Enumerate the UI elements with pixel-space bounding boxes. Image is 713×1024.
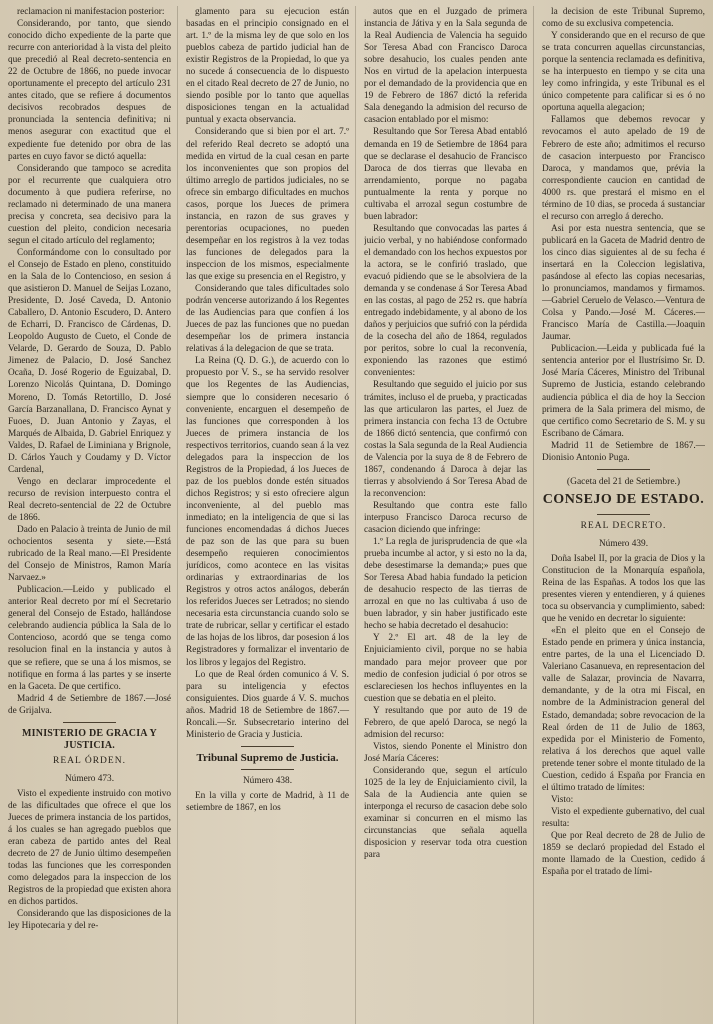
divider	[597, 514, 650, 515]
column-1-text	[8, 6, 171, 717]
paragraph: Madrid 11 de Setiembre de 1867.—Dionisio Antonio Puga.	[542, 440, 705, 463]
paragraph: Considerando que las disposiciones de la ley Hipotecaria y del re-	[8, 909, 171, 932]
divider	[63, 722, 116, 723]
real-decreto-heading: REAL DECRETO.	[580, 520, 667, 531]
paragraph: Y 2.º El art. 48 de la ley de Enjuiciamiento civil, porque no se habia mandado para mejor proveer que por medio de confesion judicial ó por otros se esclareciesen los hechos influyentes en la cuestion que se debatia en el pleito.	[364, 633, 527, 704]
column-4-text-2	[542, 553, 705, 878]
paragraph: Asi por esta nuestra sentencia, que se publicará en la Gaceta de Madrid dentro de los cinco dias siguientes al de su fecha é insertará en la Coleccion legislativa, pasándose al efecto las copias necesarias, lo pronunciamos, mandamos y firmamos.—Gabriel Ceruelo de Velasco.—Ventura de Colsa y Pando.—José M. Cáceres.—Francisco María de Castilla.—Joaquin Jaumar.	[542, 223, 705, 343]
paragraph: Visto el expediente instruido con motivo de las dificultades que ofrece el que los Jueces de primera instancia de los partidos, á los cuales se han agregado pueblos que eran cabeza de partido antes del Real decreto de 27 de Junio último desempeñen todas las funciones que les corresponden como delegados para la inspeccion de los Registros de la propiedad que existen ahora en dichos partidos.	[8, 788, 171, 908]
paragraph: Dado en Palacio à treinta de Junio de mil ochocientos sesenta y siete.—Está rubricado de la Real mano.—El Presidente del Consejo de Ministros, Ramon María Narvaez.»	[8, 525, 171, 584]
paragraph: Doña Isabel II, por la gracia de Dios y la Constitucion de la Monarquía española, Reina de las Españas. A todos los que las presentes vieren y entendieren, y á quienes toca su observancia y cumplimiento, sabed: que he venido en decretar lo siguiente:	[542, 553, 705, 625]
paragraph: Publicacion.—Leido y publicado el anterior Real decreto por mí el Secretario general del Consejo de Estado, hallándose celebrando audiencia pública la Sala de lo Contencioso, acordó que se tenga como resolucion final en la instancia y autos à que se refiere, que se una á los mismos, se notifique en forma á las partes y se inserte en la Gaceta. De que certifico.	[8, 585, 171, 692]
paragraph: Madrid 4 de Setiembre de 1867.—José de Grijalva.	[8, 693, 171, 716]
paragraph: Considerando que tales dificultades solo podrán vencerse autorizando á los Regentes de las Audiencias para que confíen á los Jueces de paz las funciones que no puedan desempeñar los de primera instancia relativas á la delegacion de que se trata.	[186, 284, 349, 355]
paragraph: Vistos, siendo Ponente el Ministro don José María Cáceres:	[364, 741, 527, 764]
column-3-text	[364, 6, 527, 861]
column-4-text	[542, 6, 705, 464]
paragraph: Vengo en declarar improcedente el recurso de revision interpuesto contra el Real decreto-sentencial de 22 de Octubre de 1866.	[8, 476, 171, 523]
ministerio-heading: MINISTERIO DE GRACIA Y JUSTICIA.	[22, 727, 157, 751]
paragraph: «En el pleito que en el Consejo de Estado pende en primera y única instancia, entre partes, de la una el Licenciado D. Valeriano Casanueva, en representacion del valle de Salazar, provincia de Navarra, demandante, y de la otra mi Fiscal, en nombre de la Administracion general del Estado, demandada; sobre revocacion de la Real órden de 11 de Julio de 1863, expedida por el Ministerio de Fomento, relativa á los derechos que aquel valle pretende tener sobre el monte titulado de la Cuestion, cedido á España por Francia en el último tratado de límites:	[542, 626, 705, 793]
paragraph: Considerando que si bien por el art. 7.º del referido Real decreto se adoptó una medida en virtud de la cual cesan en parte los inconvenientes que son propios del último arreglo de partidos judiciales, no se ofrece sin embargo dificultades en muchos casos, porque los Jueces de primera instancia, en razon de sus graves y perentorias ocupaciones, no pueden desempeñar en los registros à la vez todas las funciones de delegados para la inspeccion de los mismos, especialmente las que exige su presencia en el Registro, y	[186, 127, 349, 283]
paragraph: la decision de este Tribunal Supremo, como de su exclusiva competencia.	[542, 7, 705, 30]
column-4	[542, 6, 705, 1024]
paragraph: Considerando que, segun el artículo 1025 de la ley de Enjuiciamiento civil, la Sala de la Audiencia ante quien se interponga el recurso de casacion debe solo examinar si concurren en el mismo las circunstancias que señala aquella disposicion y reservar toda otra cuestion para	[364, 765, 527, 861]
paragraph: Visto el expediente gubernativo, del cual resulta:	[542, 806, 705, 829]
numero-label: Número 438.	[242, 775, 293, 786]
paragraph: Lo que de Real órden comunico á V. S. para su inteligencia y efectos consiguientes. Dios guarde á V. S. muchos años. Madrid 18 de Setiembre de 1867.—Roncali.—Sr. Subsecretario interino del Ministerio de Gracia y Justicia.	[186, 669, 349, 740]
column-container	[8, 6, 705, 1024]
column-2-text	[186, 6, 349, 741]
paragraph: Considerando que tampoco se acredita por el recurrente que cualquiera otro documento à que pudiera referirse, no reclamado ni determinado de una manera precisa y concreta, sea decisivo para la cuestion del pleito, condicion necesaria segun el citado artículo del reglamento;	[8, 163, 171, 246]
divider	[597, 469, 650, 470]
column-2	[186, 6, 356, 1024]
column-2-text-2	[186, 790, 349, 814]
paragraph: reclamacion ni manifestacion posterior:	[17, 7, 165, 17]
divider	[241, 769, 294, 770]
column-3	[364, 6, 534, 1024]
paragraph: Y resultando que por auto de 19 de Febrero, de que apeló Daroca, se negó la admision del recurso:	[364, 705, 527, 740]
paragraph: 1.º La regla de jurisprudencia de que «la prueba incumbe al actor, y si esto no la da, debe desestimarse la demanda;» pues que Sor Teresa Abad habia fundado la peticion de desahucio respecto de las tierras de arrozal en que no las cultivaba á uso de buen labrador, y sin haber justificado este hecho se habia decretado el desahucio:	[364, 537, 527, 632]
column-1	[8, 6, 178, 1024]
paragraph: La Reina (Q. D. G.), de acuerdo con lo propuesto por V. S., se ha servido resolver que los Regentes de las Audiencias, siempre que lo consideren necesario ó conveniente, encarguen el desempeño de las funciones que corresponden à los Jueces de primera instancia de los respectivos territorios, cuando sean á la vez delegados para la inspeccion de los Registros de la Propiedad, á los Jueces de paz de los pueblos donde estén situados dichos Registros; y si esto ofreciere algun inconveniente, al del pueblo mas inmediato; en la inteligencia de que si las funciones encomendadas á dichos Jueces de paz son de las que para su buen desempeño requieren conocimientos jurídicos, como acontece en las visitas ordinarias y extraordinarias de los Registros y otros actos análogos, deberán los referidos Jueces ser Letrados; no siendo necesaria esta circunstancia cuando solo se trate de rubricar, sellar y certificar el estado de las hojas de los libros, dar posesion á los Registradores y formalizar el inventario de los libros y legajos del Registro.	[186, 356, 349, 668]
paragraph: Y considerando que en el recurso de que se trata concurren aquellas circunstancias, porque la sentencia reclamada es definitiva, se ha interpuesto en tiempo y se cita una ley como infringida, y este Tribunal es el único competente para calificar si es ó no oportuna aquella alegacion;	[542, 31, 705, 114]
paragraph: autos que en el Juzgado de primera instancia de Játiva y en la Sala segunda de la Real Audiencia de Valencia ha seguido Sor Teresa Abad con Francisco Daroca sobre desahucio, los cuales penden ante Nos en virtud de la apelacion interpuesta por el demandado de la providencia que en 19 de Febrero de 1867 dictó la referida Sala denegando la admision del recurso de casacion entablado por el mismo:	[364, 7, 527, 126]
paragraph: En la villa y corte de Madrid, à 11 de setiembre de 1867, en los	[186, 790, 349, 813]
paragraph: Considerando, por tanto, que siendo conocido dicho expediente de la parte que recurre con anterioridad à la vista del pleito que precedió al Real decreto-sentencia en 22 de Octubre de 1866, no puede invocar oportunamente el precepto del artículo 231 antes citado, que se refiere á documentos decisivos recobrados despues de pronunciada la sentencia definitiva; ni menos asegurar con exactitud que el expediente fue detenido por obra de las partes en cuyo favor se dictó aquella:	[8, 19, 171, 162]
paragraph: glamento para su ejecucion están basadas en el principio consignado en el art. 1.º de la misma ley de que solo en los pueblos cabeza de partido judicial han de existir Registros de la Propiedad, lo que ya no sucede á consecuencia de lo dispuesto en el citado Real decreto de 27 de Junio, no siendo posible por lo tanto que aquellas disposiciones tengan en la actualidad puntual y exacta observancia.	[186, 7, 349, 126]
paragraph: Fallamos que debemos revocar y revocamos el auto apelado de 19 de Febrero de este año; admitimos el recurso de casacion interpuesto por Francisco Daroca, y mandamos que, prévia la correspondiente caucion en cantidad de 4000 rs. que prestará el mismo en el término de 10 dias, se proceda á sustanciar el recurso con arreglo á derecho.	[542, 115, 705, 222]
paragraph: Resultando que seguido el juicio por sus trámites, incluso el de prueba, y practicadas las que articularon las partes, el Juez de primera instancia con fecha 13 de Octubre de 1866 dictó sentencia, que confirmó con costas la Sala segunda de la Real Audiencia de Valencia por la suya de 8 de Febrero de 1867, condenando á Daroca à dejar las tierras y absolviendo á Sor Teresa Abad de la reconvencion:	[364, 380, 527, 499]
column-1-text-2	[8, 788, 171, 933]
paragraph: Que por Real decreto de 28 de Julio de 1859 se declaró propiedad del Estado el monte llamado de la Cuestion, cedido á España por el tratado de lími-	[542, 831, 705, 878]
numero-label: Número 473.	[64, 773, 115, 784]
paragraph: Conformándome con lo consultado por el Consejo de Estado en pleno, constituido en la Sala de lo Contencioso, en sesion á que asistieron D. Manuel de Seijas Lozano, Presidente, D. José Caveda, D. Antonio Caballero, D. Antonio Escudero, D. Antero de Echarri, D. Francisco de Cárdenas, D. Leopoldo Augusto de Cueto, el Conde de Velarde, D. Gerardo de Souza, D. Pablo Jimenez de Palacio, D. José Sanchez Ocaña, D. José Rogerio de Eguizabal, D. Lorenzo Nicolás Quintana, D. Domingo Moreno, D. Tomás Retortillo, D. José García Barzanallana, D. Francisco Aynat y Fuoes, D. Juan Antonio y Zayas, el Marqués de Albaida, D. Gabriel Enriquez y Valdes, D. Rafael de Liminiana y Brignole, D. Cárlos Yauch y Coudamy y D. Víctor Cardenal,	[8, 247, 171, 475]
paragraph: Resultando que Sor Teresa Abad entabló demanda en 19 de Setiembre de 1864 para que se declarase el desahucio de Francisco Daroca de dos tierras que llevaba en arrendamiento, porque no pagaba puntualmente la renta y porque no cultivaba el arrozal segun costumbre de buen labrador:	[364, 127, 527, 222]
consejo-heading: CONSEJO DE ESTADO.	[542, 491, 705, 507]
paragraph: Publicacion.—Leida y publicada fué la sentencia anterior por el Ilustrísimo Sr. D. José María Cáceres, Ministro del Tribunal Supremo de Justicia, estando celebrando audiencia pública el dia de hoy la Seccion primera de la Sala primera del mismo, de que certifico como Secretario de S. M. y su Escribano de Cámara.	[542, 344, 705, 439]
tribunal-heading: Tribunal Supremo de Justicia.	[196, 751, 339, 764]
numero-label: Número 439.	[598, 538, 649, 549]
paragraph: Resultando que convocadas las partes á juicio verbal, y no habiéndose conformado el demandado con los hechos expuestos por la actora, se le confirió traslado, que evacuó pidiendo que se le absolviera de la demanda y se condenase á Sor Teresa Abad en las costas, al pago de 252 rs. que habría entregado indebidamente, y al abono de los daños y perjuicios que sufrió con la pérdida de la cosecha del año de 1864, regulados por peritos, sobre lo cual la reconvenía, exponiendo las razones que estimó convenientes:	[364, 223, 527, 379]
real-orden-heading: REAL ÓRDEN.	[53, 755, 126, 766]
divider	[241, 746, 294, 747]
paragraph: Visto:	[551, 794, 574, 805]
gaceta-date: (Gaceta del 21 de Setiembre.)	[566, 476, 681, 487]
paragraph: Resultando que contra este fallo interpuso Francisco Daroca recurso de casacion diciendo que infringe:	[364, 500, 527, 536]
